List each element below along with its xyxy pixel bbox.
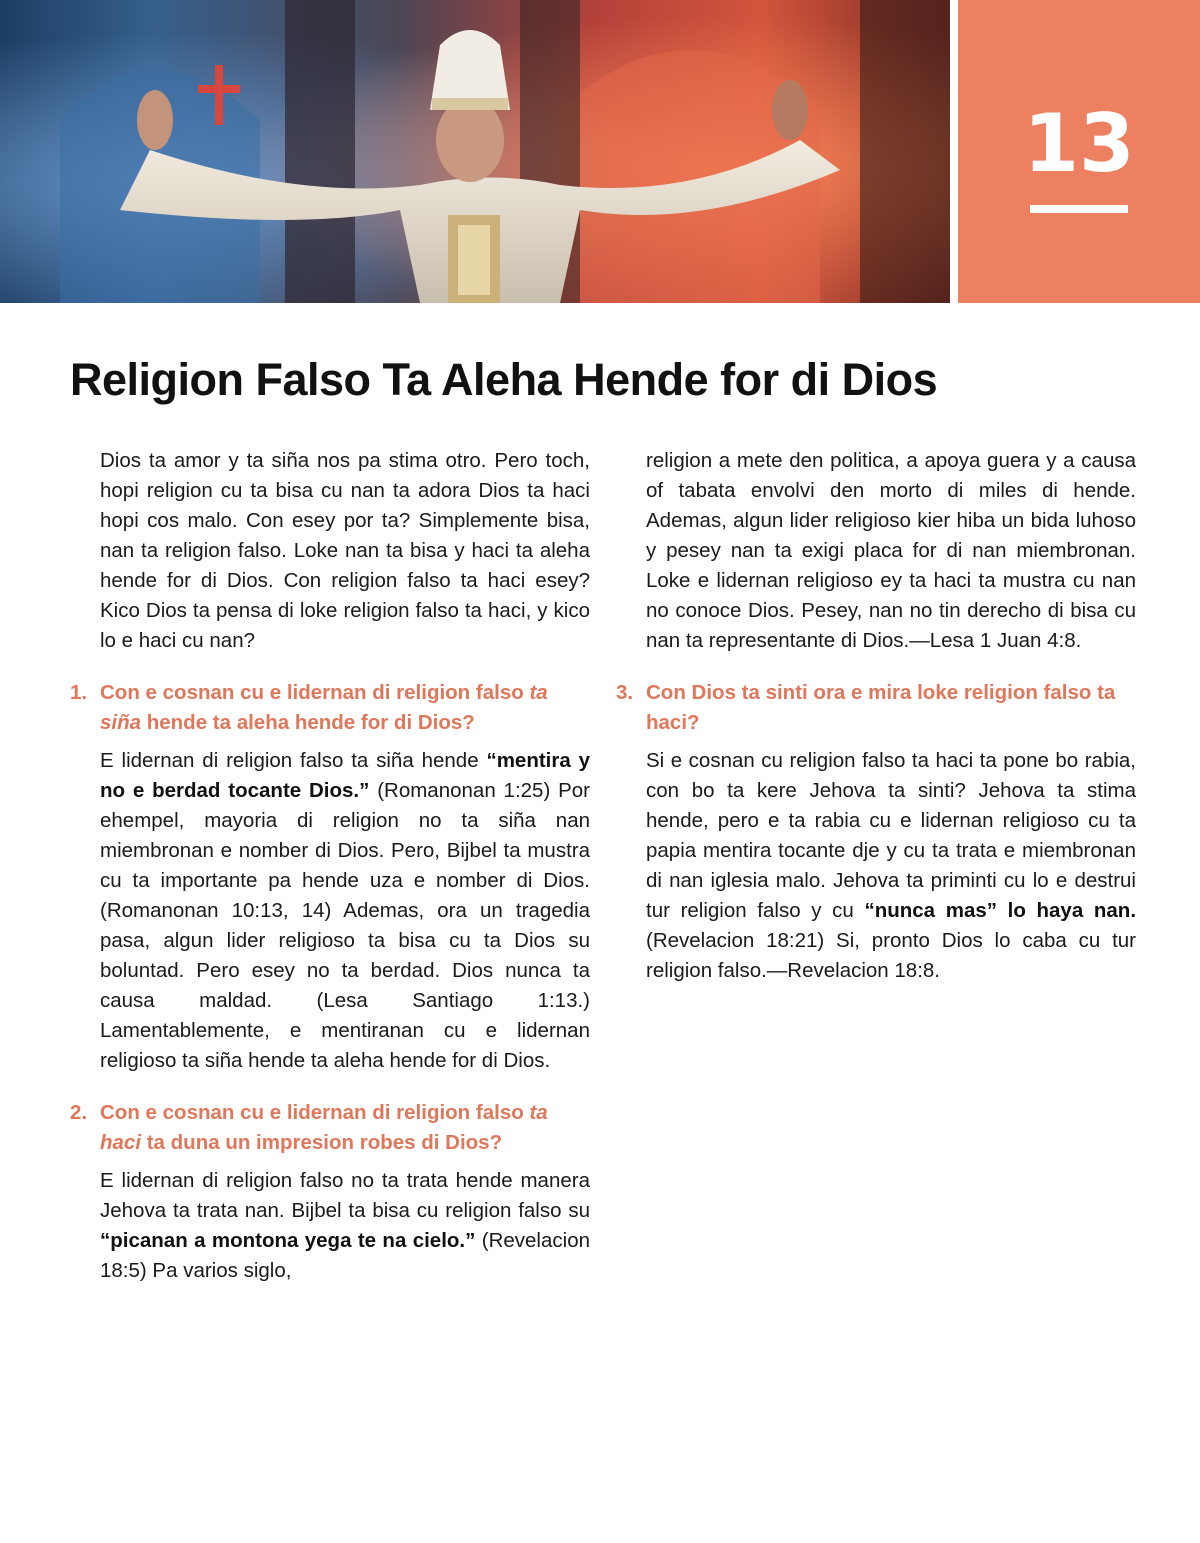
section-2-question [70,1098,590,1158]
section-3-number: 3. [616,681,634,704]
section-3-body-start: Si e cosnan cu religion falso ta haci ta pone bo rabia, con bo ta kere Jehova ta sinti? Jehova ta stima hende, pero e ta rabia cu e lidernan religioso cu ta papia mentira tocante dje y cu ta trata e miembronan di nan iglesia malo. Jehova ta priminti cu lo e destrui tur religion falso y cu [646,749,1136,922]
section-1-body [70,746,590,1076]
section-2-body-continued: religion a mete den politica, a apoya guera y a causa of tabata envolvi den morto di miles di hende. Ademas, algun lider religioso kier hiba un bida luhoso y pesey nan ta exigi placa for di nan miembronan. Loke e lidernan religioso ey ta haci ta mustra cu nan no conoce Dios. Pesey, nan no tin derecho di bisa cu nan ta representante di Dios.—Lesa 1 Juan 4:8. [646,449,1136,652]
section-1-question-text: Con e cosnan cu e lidernan di religion falso [100,681,530,704]
section-2-body [70,1166,590,1286]
section-1-question [70,678,590,738]
header-banner [0,0,1200,303]
section-1-bold-quote: “mentira y no e berdad tocante Dios.” [100,749,590,802]
left-column [70,446,590,1286]
chapter-underline [1030,205,1128,213]
section-1-question-text-end: hende ta aleha hende for di Dios? [141,711,475,734]
section-1-number: 1. [70,681,88,704]
section-1-question-emphasis: ta siña [100,681,548,734]
section-2-body-start: E lidernan di religion falso no ta trata hende manera Jehova ta trata nan. Bijbel ta bisa cu religion falso su [100,1169,590,1222]
banner-divider [950,0,958,303]
section-2-question-text: Con e cosnan cu e lidernan di religion falso [100,1101,530,1124]
intro-paragraph: Dios ta amor y ta siña nos pa stima otro. Pero toch, hopi religion cu ta bisa cu nan ta adora Dios ta haci hopi cos malo. Con esey por ta? Simplemente bisa, nan ta religion falso. Loke nan ta bisa y haci ta aleha hende for di Dios. Con religion falso ta haci esey? Kico Dios ta pensa di loke religion falso ta haci, y kico lo e haci cu nan? [100,449,590,652]
section-1-body-end: (Romanonan 1:25) Por ehempel, mayoria di religion no ta siña nan miembronan e nomber di Dios. Pero, Bijbel ta mustra cu ta importante pa hende uza e nomber di Dios. (Romanonan 10:13, 14) Ademas, ora un tragedia pasa, algun lider religioso ta bisa cu ta Dios su boluntad. Pero esey no ta berdad. Dios nunca ta causa maldad. (Lesa Santiago 1:13.) Lamentablemente, e mentiranan cu e lidernan religioso ta siña hende ta aleha hende for di Dios. [100,779,590,1072]
section-3-body-end: (Revelacion 18:21) Si, pronto Dios lo caba cu tur religion falso.—Revelacion 18:8. [646,929,1136,982]
section-3-body [616,746,1136,986]
section-2-bold-quote: “picanan a montona yega te na cielo.” [100,1229,476,1252]
section-2-question-text-end: ta duna un impresion robes di Dios? [141,1131,503,1154]
section-2-question-emphasis: ta haci [100,1101,548,1154]
section-3-question [616,678,1136,738]
section-2-number: 2. [70,1101,88,1124]
section-2-body-end: (Revelacion 18:5) Pa varios siglo, [100,1229,590,1282]
section-3-question-text: Con Dios ta sinti ora e mira loke religion falso ta haci? [646,681,1116,734]
chapter-number-box [958,0,1200,303]
section-1-body-start: E lidernan di religion falso ta siña hende [100,749,487,772]
page-title: Religion Falso Ta Aleha Hende for di Dios [70,354,938,405]
priest-with-raised-arms-stained-glass-image [0,0,950,303]
chapter-number: 13 [1023,97,1135,190]
right-column [616,446,1136,986]
section-3-bold-quote: “nunca mas” lo haya nan. [864,899,1137,922]
